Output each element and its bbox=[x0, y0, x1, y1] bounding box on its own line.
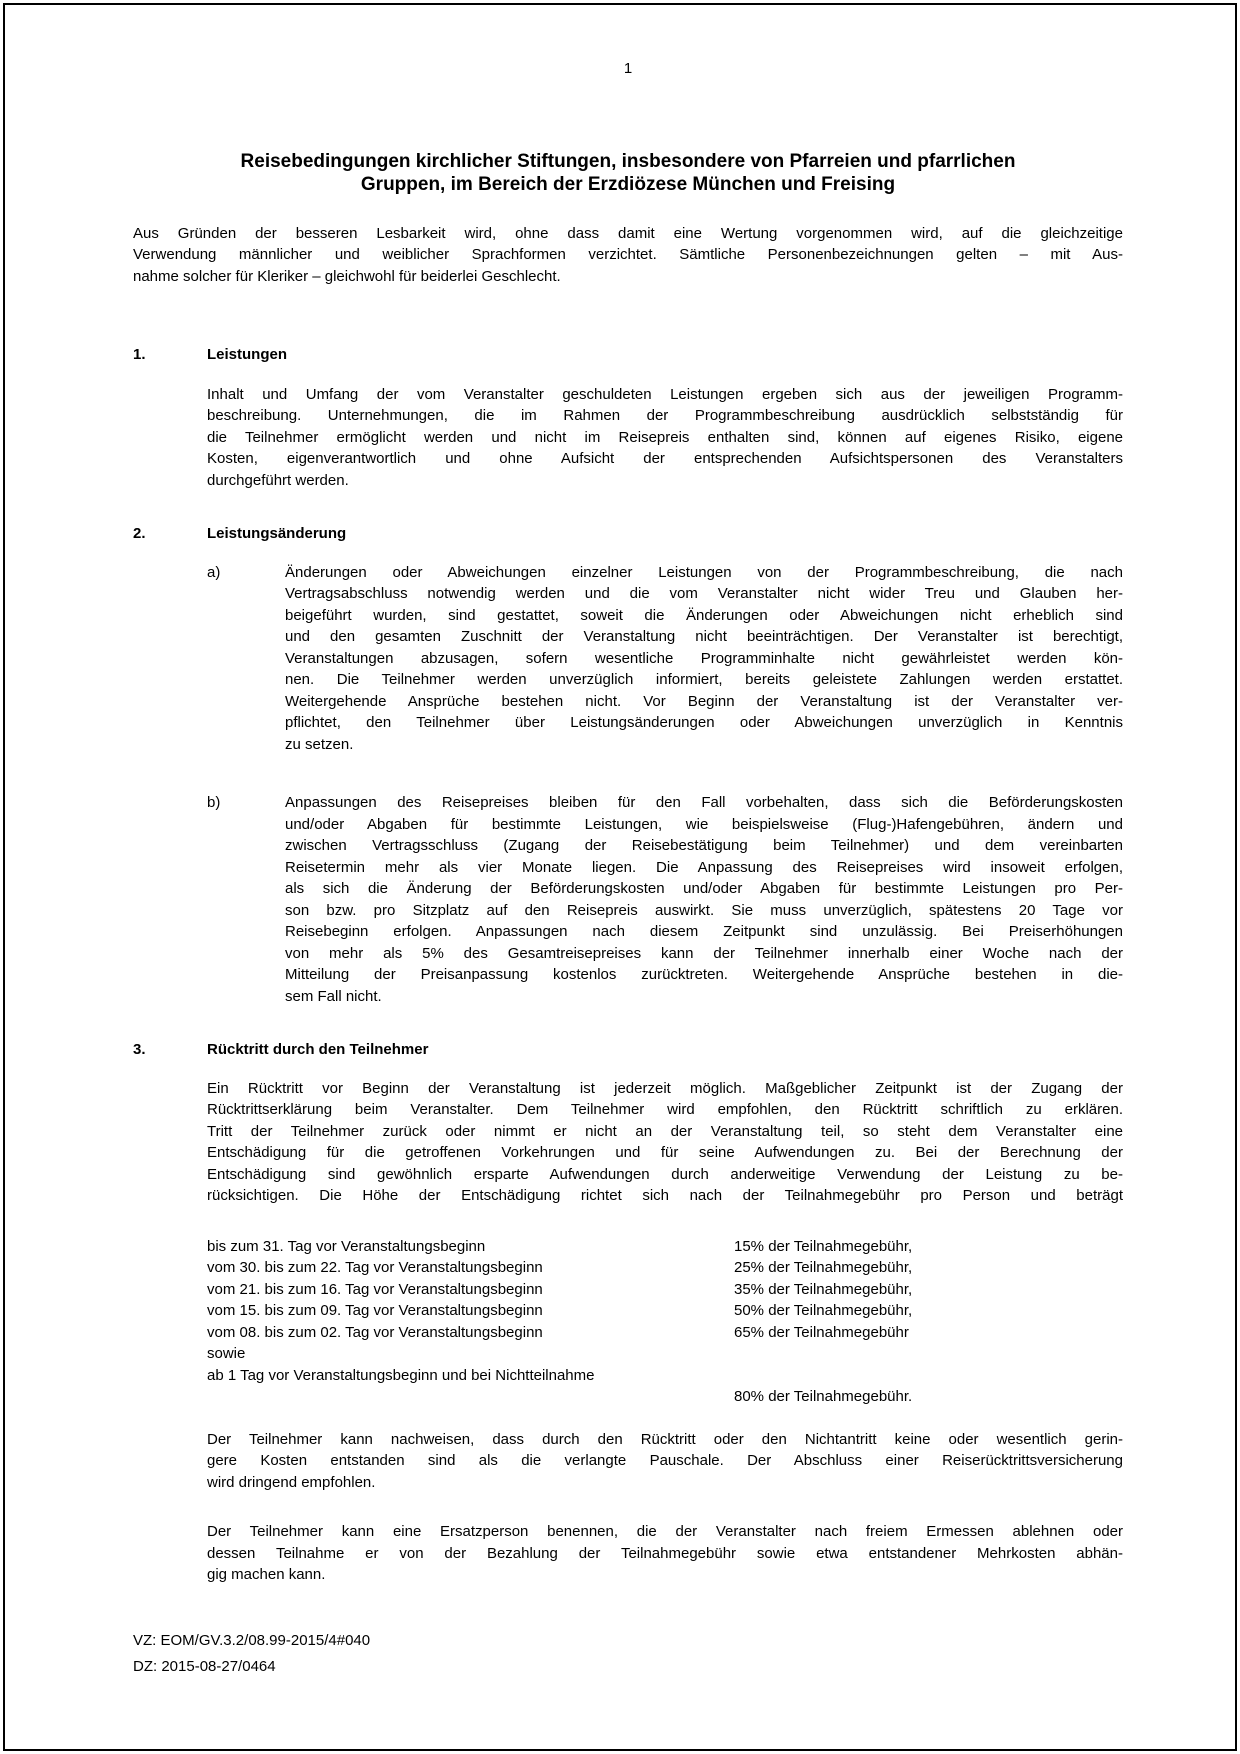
text-line: rücksichtigen. Die Höhe der Entschädigung richtet sich nach der Teilnahmegebühr pro Person und beträgt bbox=[207, 1187, 1123, 1204]
list-item-marker: a) bbox=[207, 563, 221, 581]
fee-value: 65% der Teilnahmegebühr bbox=[734, 1323, 909, 1341]
text-line: durchgeführt werden. bbox=[207, 471, 349, 489]
text-line: Mitteilung der Preisanpassung kostenlos zurücktreten. Weitergehende Ansprüche bestehen in die- bbox=[285, 966, 1123, 983]
text-line: Kosten, eigenverantwortlich und ohne Aufsicht der entsprechenden Aufsichtspersonen des Veranstalters bbox=[207, 450, 1123, 467]
section-3-paragraph bbox=[207, 1078, 1123, 1207]
text-line: gig machen kann. bbox=[207, 1566, 326, 1583]
footer-vz-reference: VZ: EOM/GV.3.2/08.99-2015/4#040 bbox=[133, 1631, 371, 1649]
fee-value bbox=[734, 1365, 1123, 1387]
fee-row bbox=[207, 1365, 1123, 1387]
section-1-heading bbox=[133, 344, 1123, 366]
fee-row bbox=[207, 1322, 1123, 1344]
fee-value: 35% der Teilnahmegebühr, bbox=[734, 1280, 913, 1298]
text-line: Entschädigung für die getroffenen Vorkehrungen und für seine Aufwendungen zu. Bei der Berechnung der bbox=[207, 1144, 1123, 1161]
substitute-paragraph bbox=[207, 1521, 1123, 1586]
text-line: und/oder Abgaben für bestimmte Leistungen, wie beispielsweise (Flug-)Hafengebühren, ändern und bbox=[285, 815, 1123, 833]
section-heading-label: Leistungsänderung bbox=[207, 525, 347, 542]
fee-row bbox=[207, 1279, 1123, 1301]
text-line: nen. Die Teilnehmer werden unverzüglich informiert, bereits geleistete Zahlungen werden erstattet. bbox=[285, 671, 1123, 688]
fee-value: 80% der Teilnahmegebühr. bbox=[734, 1388, 913, 1405]
text-line: pflichtet, den Teilnehmer über Leistungsänderungen oder Abweichungen unverzüglich in Kenntnis bbox=[285, 714, 1123, 731]
text-line: beschreibung. Unternehmungen, die im Rahmen der Programmbeschreibung ausdrücklich selbstständig für bbox=[207, 407, 1123, 424]
text-line: Tritt der Teilnehmer zurück oder nimmt er nicht an der Veranstaltung teil, so steht dem Veranstalter eine bbox=[207, 1122, 1123, 1140]
fee-value: 15% der Teilnahmegebühr, bbox=[734, 1237, 913, 1255]
section-1-paragraph bbox=[207, 384, 1123, 492]
text-line: Anpassungen des Reisepreises bleiben für den Fall vorbehalten, dass sich die Beförderungskosten bbox=[285, 794, 1123, 811]
section-number: 2. bbox=[133, 525, 146, 542]
fee-value: 50% der Teilnahmegebühr, bbox=[734, 1302, 913, 1319]
list-item-b-paragraph bbox=[285, 792, 1123, 1007]
fee-period: vom 21. bis zum 16. Tag vor Veranstaltungsbeginn bbox=[207, 1280, 543, 1298]
text-line: Reisebeginn erfolgen. Anpassungen nach diesem Zeitpunkt sind unzulässig. Bei Preiserhöhungen bbox=[285, 923, 1123, 940]
text-line: Weitergehende Ansprüche bestehen nicht. Vor Beginn der Veranstaltung ist der Veranstalter ver- bbox=[285, 692, 1123, 710]
text-line: Vertragsabschluss notwendig werden und die vom Veranstalter nicht wider Treu und Glauben her- bbox=[285, 585, 1123, 602]
fee-value: 25% der Teilnahmegebühr, bbox=[734, 1259, 913, 1276]
text-line: Entschädigung sind gewöhnlich ersparte Aufwendungen durch anderweitige Verwendung der Leistung zu be- bbox=[207, 1165, 1123, 1183]
fee-row bbox=[207, 1257, 1123, 1279]
fee-row bbox=[207, 1236, 1123, 1258]
text-line: Aus Gründen der besseren Lesbarkeit wird, ohne dass damit eine Wertung vorgenommen wird, auf die gleichzeitige bbox=[133, 224, 1123, 242]
footer-dz-reference: DZ: 2015-08-27/0464 bbox=[133, 1657, 276, 1675]
list-item-marker: b) bbox=[207, 794, 221, 811]
text-line: Inhalt und Umfang der vom Veranstalter geschuldeten Leistungen ergeben sich aus der jeweiligen Programm- bbox=[207, 385, 1123, 403]
fee-period: vom 08. bis zum 02. Tag vor Veranstaltungsbeginn bbox=[207, 1323, 543, 1341]
text-line: beigeführt wurden, sind gestattet, soweit die Änderungen oder Abweichungen nicht erheblich sind bbox=[285, 606, 1123, 624]
document-title bbox=[133, 150, 1123, 197]
cancellation-fee-table bbox=[207, 1236, 1123, 1408]
text-line: son bzw. pro Sitzplatz auf den Reisepreis auswirkt. Sie muss unverzüglich, spätestens 20 Tage vor bbox=[285, 901, 1123, 919]
text-line: Ein Rücktritt vor Beginn der Veranstaltung ist jederzeit möglich. Maßgeblicher Zeitpunkt ist der Zugang der bbox=[207, 1079, 1123, 1097]
section-2-heading bbox=[133, 523, 1123, 545]
document-title-line-2: Gruppen, im Bereich der Erzdiözese München und Freising bbox=[360, 174, 896, 195]
fee-period: bis zum 31. Tag vor Veranstaltungsbeginn bbox=[207, 1237, 486, 1255]
text-line: sem Fall nicht. bbox=[285, 987, 382, 1005]
page-number: 1 bbox=[623, 60, 633, 77]
section-heading-label: Rücktritt durch den Teilnehmer bbox=[207, 1041, 429, 1058]
text-line: die Teilnehmer ermöglicht werden und nicht im Reisepreis enthalten sind, können auf eigenes Risiko, eigene bbox=[207, 428, 1123, 446]
list-item-a-paragraph bbox=[285, 562, 1123, 756]
proof-paragraph bbox=[207, 1429, 1123, 1494]
text-line: Der Teilnehmer kann nachweisen, dass durch den Rücktritt oder den Nichtantritt keine oder wesentlich gerin- bbox=[207, 1430, 1123, 1448]
intro-paragraph bbox=[133, 223, 1123, 288]
list-item-a bbox=[207, 562, 1123, 756]
text-line: von mehr als 5% des Gesamtreisepreises kann der Teilnehmer innerhalb einer Woche nach der bbox=[285, 944, 1123, 962]
fee-period: vom 15. bis zum 09. Tag vor Veranstaltungsbeginn bbox=[207, 1302, 543, 1319]
text-line: als sich die Änderung der Beförderungskosten und/oder Abgaben für bestimmte Leistungen pro Per- bbox=[285, 880, 1123, 897]
text-line: gere Kosten entstanden sind als die verlangte Pauschale. Der Abschluss einer Reiserücktrittsversicherung bbox=[207, 1452, 1123, 1469]
section-number: 3. bbox=[133, 1041, 146, 1058]
fee-period: sowie bbox=[207, 1345, 246, 1362]
text-line: wird dringend empfohlen. bbox=[207, 1473, 376, 1491]
text-line: dessen Teilnahme er von der Bezahlung der Teilnahmegebühr sowie etwa entstandener Mehrkosten abhän- bbox=[207, 1544, 1123, 1562]
section-number: 1. bbox=[133, 346, 146, 363]
text-line: nahme solcher für Kleriker – gleichwohl für beiderlei Geschlecht. bbox=[133, 267, 561, 285]
fee-row bbox=[207, 1386, 1123, 1408]
text-line: Rücktrittserklärung beim Veranstalter. Dem Teilnehmer wird empfohlen, den Rücktritt schriftlich zu erklären. bbox=[207, 1101, 1123, 1118]
text-line: zu setzen. bbox=[285, 735, 354, 753]
fee-period bbox=[207, 1386, 734, 1408]
text-line: Veranstaltungen abzusagen, sofern wesentliche Programminhalte nicht gewährleistet werden kön- bbox=[285, 649, 1123, 667]
fee-row bbox=[207, 1300, 1123, 1322]
fee-period: vom 30. bis zum 22. Tag vor Veranstaltungsbeginn bbox=[207, 1259, 543, 1276]
text-line: Der Teilnehmer kann eine Ersatzperson benennen, die der Veranstalter nach freiem Ermessen ablehnen oder bbox=[207, 1523, 1123, 1540]
fee-row bbox=[207, 1343, 1123, 1365]
list-item-b bbox=[207, 792, 1123, 1007]
text-line: Verwendung männlicher und weiblicher Sprachformen verzichtet. Sämtliche Personenbezeichnungen gelten – mit Aus- bbox=[133, 246, 1123, 263]
section-3-heading bbox=[133, 1039, 1123, 1061]
fee-period: ab 1 Tag vor Veranstaltungsbeginn und bei Nichtteilnahme bbox=[207, 1366, 595, 1384]
section-heading-label: Leistungen bbox=[207, 346, 288, 363]
text-line: und den gesamten Zuschnitt der Veranstaltung nicht beeinträchtigen. Der Veranstalter ist berechtigt, bbox=[285, 628, 1123, 645]
text-line: zwischen Vertragsschluss (Zugang der Reisebestätigung beim Teilnehmer) und dem vereinbarten bbox=[285, 837, 1123, 854]
document-footer bbox=[133, 1628, 1123, 1680]
text-line: Änderungen oder Abweichungen einzelner Leistungen von der Programmbeschreibung, die nach bbox=[285, 563, 1123, 581]
fee-value bbox=[734, 1343, 1123, 1365]
document-title-line-1: Reisebedingungen kirchlicher Stiftungen, insbesondere von Pfarreien und pfarrlichen bbox=[240, 150, 1016, 172]
text-line: Reisetermin mehr als vier Monate liegen. Die Anpassung des Reisepreises wird insoweit erfolgen, bbox=[285, 858, 1123, 876]
